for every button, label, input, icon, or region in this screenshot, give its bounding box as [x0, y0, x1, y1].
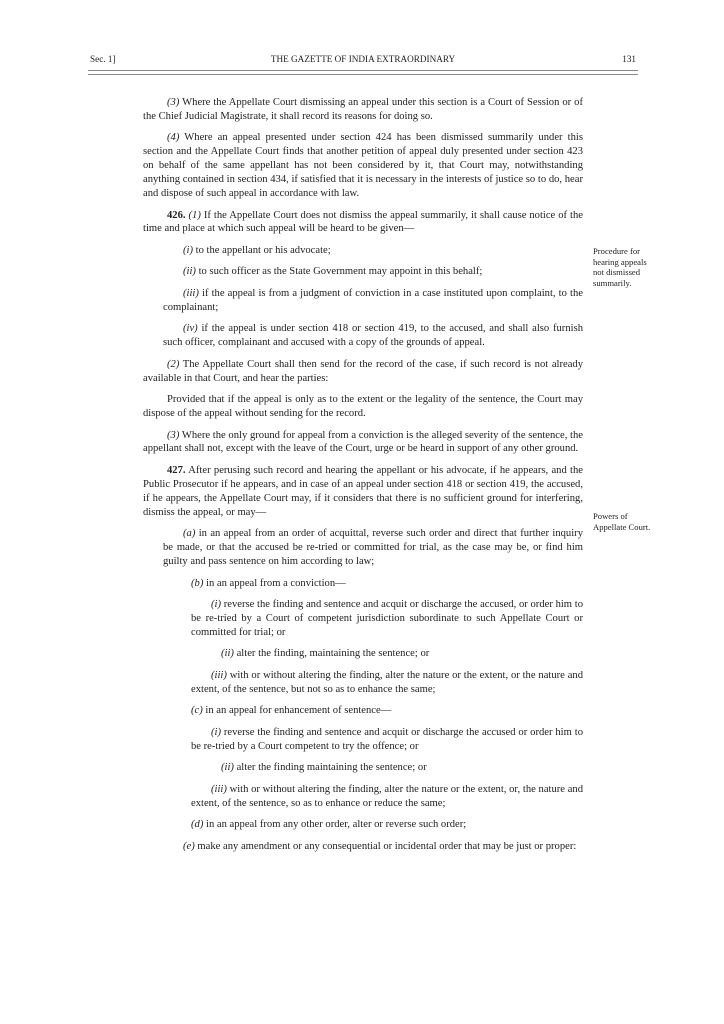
header-page-number: 131 [622, 54, 636, 64]
marginal-note-powers: Powers of Appellate Court. [593, 511, 651, 532]
clause-b: (b) in an appeal from a conviction— [191, 577, 346, 589]
clause-b-ii: (ii) alter the finding, maintaining the sentence; or [221, 648, 430, 660]
para-4-rehearing: (4) Where an appeal presented under section 424 has been dismissed summarily under this section and the Appellate Court finds that another petition of appeal duly presented under section 423 on behalf of the same appellant has not been considered by it, that Court may, notwithstanding anything contained in section 434, if satisfied that it is necessary in the interests of justice so to do, hear and dispose of such appeal in accordance with law. [143, 132, 583, 200]
para-3-dismissal-reasons: (3) Where the Appellate Court dismissing an appeal under this section is a Court of Session or of the Chief Judicial Magistrate, it shall record its reasons for doing so. [143, 97, 583, 122]
clause-c-ii: (ii) alter the finding maintaining the sentence; or [221, 762, 427, 774]
section-426-para-1: 426. (1) If the Appellate Court does not dismiss the appeal summarily, it shall cause notice of the time and place at which such appeal will be heard to be given— [143, 209, 583, 235]
clause-c-i: (i) reverse the finding and sentence and acquit or discharge the accused or order him to be re-tried by a Court competent to try the offence; or [191, 726, 583, 752]
section-number: 426. [167, 209, 186, 221]
section-427: 427. After perusing such record and hearing the appellant or his advocate, if he appears, and the Public Prosecutor if he appears, and in case of an appeal under section 418 or section 419, the accused, if he appears, the Appellate Court may, if it considers that there is no sufficient ground for interfering, dismiss the appeal, or may— [143, 464, 583, 518]
clause-b-i: (i) reverse the finding and sentence and acquit or discharge the accused, or order him to be re-tried by a Court of competent jurisdiction subordinate to such Appellate Court or committed for trial; or [191, 599, 583, 638]
document-body [143, 96, 583, 861]
clause-i: (i) to the appellant or his advocate; [183, 244, 331, 256]
clause-ii: (ii) to such officer as the State Government may appoint in this behalf; [183, 266, 483, 278]
section-number: 427. [167, 464, 186, 476]
marginal-note-procedure: Procedure for hearing appeals not dismissed summarily. [593, 246, 647, 288]
clause-c: (c) in an appeal for enhancement of sentence— [191, 705, 392, 717]
header-rule [88, 70, 638, 75]
clause-iv: (iv) if the appeal is under section 418 or section 419, to the accused, and shall also furnish such officer, complainant and accused with a copy of the grounds of appeal. [163, 323, 583, 349]
section-426-para-3: (3) Where the only ground for appeal from a conviction is the alleged severity of the sentence, the appellant shall not, except with the leave of the Court, urge or be heard in support of any other ground. [143, 429, 583, 455]
clause-d: (d) in an appeal from any other order, alter or reverse such order; [191, 819, 467, 831]
proviso: Provided that if the appeal is only as to the extent or the legality of the sentence, the Court may dispose of the appeal without sending for the record. [143, 394, 583, 420]
clause-b-iii: (iii) with or without altering the finding, alter the nature or the extent, or the nature and extent, of the sentence, but not so as to enhance the same; [191, 669, 583, 695]
clause-iii: (iii) if the appeal is from a judgment of conviction in a case instituted upon complaint, to the complainant; [163, 287, 583, 313]
clause-a: (a) in an appeal from an order of acquittal, reverse such order and direct that further inquiry be made, or that the accused be re-tried or committed for trial, as the case may be, or find him guilty and pass sentence on him according to law; [163, 528, 583, 567]
page-header [90, 54, 636, 70]
clause-e: (e) make any amendment or any consequential or incidental order that may be just or proper: [183, 840, 577, 852]
section-426-para-2: (2) The Appellate Court shall then send for the record of the case, if such record is not already available in that Court, and hear the parties: [143, 358, 583, 384]
clause-c-iii: (iii) with or without altering the finding, alter the nature or the extent, or, the nature and extent, of the sentence, so as to enhance or reduce the same; [191, 783, 583, 809]
header-title: THE GAZETTE OF INDIA EXTRAORDINARY [270, 54, 456, 64]
header-section: Sec. 1] [90, 54, 116, 64]
